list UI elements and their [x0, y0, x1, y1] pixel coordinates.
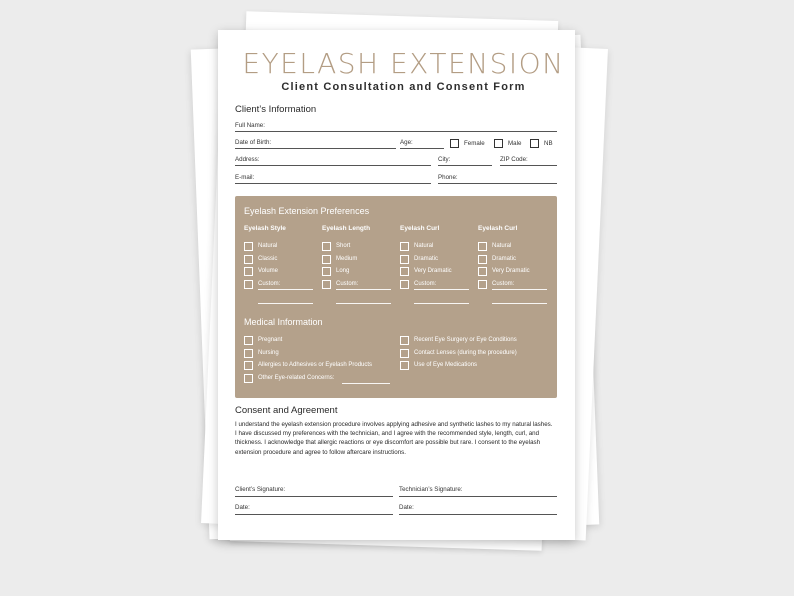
- other-concerns-checkbox[interactable]: [244, 374, 253, 383]
- form-page: [218, 30, 575, 540]
- nb-checkbox[interactable]: [530, 139, 539, 148]
- age-label: Age:: [400, 139, 413, 146]
- medical-option-label: Use of Eye Medications: [414, 362, 478, 368]
- curl-custom-checkbox[interactable]: [400, 280, 409, 289]
- preferences-panel: [235, 196, 557, 398]
- medical-option-label: Allergies to Adhesives or Eyelash Products: [258, 362, 373, 368]
- pregnant-checkbox[interactable]: [244, 336, 253, 345]
- technician-date-label: Date:: [399, 504, 414, 511]
- email-label: E-mail:: [235, 174, 255, 181]
- client-date-field[interactable]: [235, 514, 393, 515]
- allergies-checkbox[interactable]: [244, 361, 253, 370]
- option-label: Very Dramatic: [414, 268, 452, 274]
- client-signature-field[interactable]: [235, 496, 393, 497]
- female-label: Female: [464, 140, 485, 147]
- curl-very-dramatic-checkbox[interactable]: [400, 267, 409, 276]
- option-label: Natural: [258, 243, 278, 249]
- custom-line[interactable]: [258, 289, 313, 290]
- medical-option-label: Pregnant: [258, 337, 283, 343]
- eyelash-style-header: Eyelash Style: [244, 225, 286, 232]
- eyelash-length-header: Eyelash Length: [322, 225, 371, 232]
- email-field[interactable]: [235, 183, 431, 184]
- consent-text: I understand the eyelash extension procedure involves applying adhesive and synthetic lashes to my natural lashes. I have discussed my preferences with the technician, and I agree with the recommended style, length, curl, and thickness. I acknowledge that allergic reactions or eye discomfort are possible but rare. I consent to the eyelash extension procedure and agree to follow aftercare instructions.: [235, 421, 553, 456]
- custom-line[interactable]: [492, 303, 547, 304]
- technician-signature-field[interactable]: [399, 496, 557, 497]
- option-label: Very Dramatic: [492, 268, 530, 274]
- option-label: Dramatic: [414, 256, 439, 262]
- form-subtitle: Client Consultation and Consent Form: [281, 81, 526, 93]
- nb-label: NB: [544, 140, 553, 147]
- client-info-heading: Client’s Information: [235, 104, 317, 115]
- city-label: City:: [438, 156, 451, 163]
- length-custom-checkbox[interactable]: [322, 280, 331, 289]
- length-long-checkbox[interactable]: [322, 267, 331, 276]
- custom-line[interactable]: [258, 303, 313, 304]
- technician-signature-label: Technician’s Signature:: [399, 486, 463, 493]
- eyelash-curl-header: Eyelash Curl: [478, 225, 518, 232]
- address-field[interactable]: [235, 165, 431, 166]
- curl-natural-checkbox[interactable]: [478, 242, 487, 251]
- option-label: Classic: [258, 256, 278, 262]
- eye-medications-checkbox[interactable]: [400, 361, 409, 370]
- nursing-checkbox[interactable]: [244, 349, 253, 358]
- custom-line[interactable]: [414, 303, 469, 304]
- option-label: Long: [336, 268, 350, 274]
- dob-label: Date of Birth:: [235, 139, 272, 146]
- option-label: Natural: [492, 243, 512, 249]
- curl-custom-checkbox[interactable]: [478, 280, 487, 289]
- style-natural-checkbox[interactable]: [244, 242, 253, 251]
- option-label: Short: [336, 243, 351, 249]
- option-label: Custom:: [336, 281, 359, 287]
- male-label: Male: [508, 140, 522, 147]
- contact-lenses-checkbox[interactable]: [400, 349, 409, 358]
- consent-heading: Consent and Agreement: [235, 405, 338, 416]
- curl-dramatic-checkbox[interactable]: [478, 255, 487, 264]
- preferences-heading: Eyelash Extension Preferences: [244, 206, 370, 216]
- style-custom-checkbox[interactable]: [244, 280, 253, 289]
- option-label: Dramatic: [492, 256, 517, 262]
- female-checkbox[interactable]: [450, 139, 459, 148]
- full-name-field[interactable]: [235, 131, 557, 132]
- eyelash-curl-header: Eyelash Curl: [400, 225, 440, 232]
- phone-field[interactable]: [438, 183, 557, 184]
- phone-label: Phone:: [438, 174, 458, 181]
- technician-date-field[interactable]: [399, 514, 557, 515]
- full-name-label: Full Name:: [235, 122, 265, 129]
- male-checkbox[interactable]: [494, 139, 503, 148]
- curl-very-dramatic-checkbox[interactable]: [478, 267, 487, 276]
- curl-dramatic-checkbox[interactable]: [400, 255, 409, 264]
- medical-option-label: Recent Eye Surgery or Eye Conditions: [414, 337, 517, 343]
- medical-heading: Medical Information: [244, 317, 323, 327]
- option-label: Volume: [258, 268, 279, 274]
- custom-line[interactable]: [492, 289, 547, 290]
- option-label: Custom:: [492, 281, 515, 287]
- client-date-label: Date:: [235, 504, 250, 511]
- option-label: Natural: [414, 243, 434, 249]
- option-label: Custom:: [414, 281, 437, 287]
- zip-label: ZIP Code:: [500, 156, 528, 163]
- length-medium-checkbox[interactable]: [322, 255, 331, 264]
- dob-field[interactable]: [235, 148, 396, 149]
- address-label: Address:: [235, 156, 260, 163]
- city-field[interactable]: [438, 165, 492, 166]
- medical-option-label: Other Eye-related Concerns:: [258, 375, 335, 381]
- client-signature-label: Client’s Signature:: [235, 486, 286, 493]
- zip-field[interactable]: [500, 165, 557, 166]
- recent-surgery-checkbox[interactable]: [400, 336, 409, 345]
- custom-line[interactable]: [336, 303, 391, 304]
- style-classic-checkbox[interactable]: [244, 255, 253, 264]
- style-volume-checkbox[interactable]: [244, 267, 253, 276]
- custom-line[interactable]: [414, 289, 469, 290]
- other-concerns-line[interactable]: [342, 383, 390, 384]
- option-label: Custom:: [258, 281, 281, 287]
- custom-line[interactable]: [336, 289, 391, 290]
- age-field[interactable]: [400, 148, 444, 149]
- curl-natural-checkbox[interactable]: [400, 242, 409, 251]
- form-title: EYELASH EXTENSION: [242, 47, 565, 80]
- medical-option-label: Contact Lenses (during the procedure): [414, 350, 517, 356]
- length-short-checkbox[interactable]: [322, 242, 331, 251]
- option-label: Medium: [336, 256, 358, 262]
- medical-option-label: Nursing: [258, 350, 279, 356]
